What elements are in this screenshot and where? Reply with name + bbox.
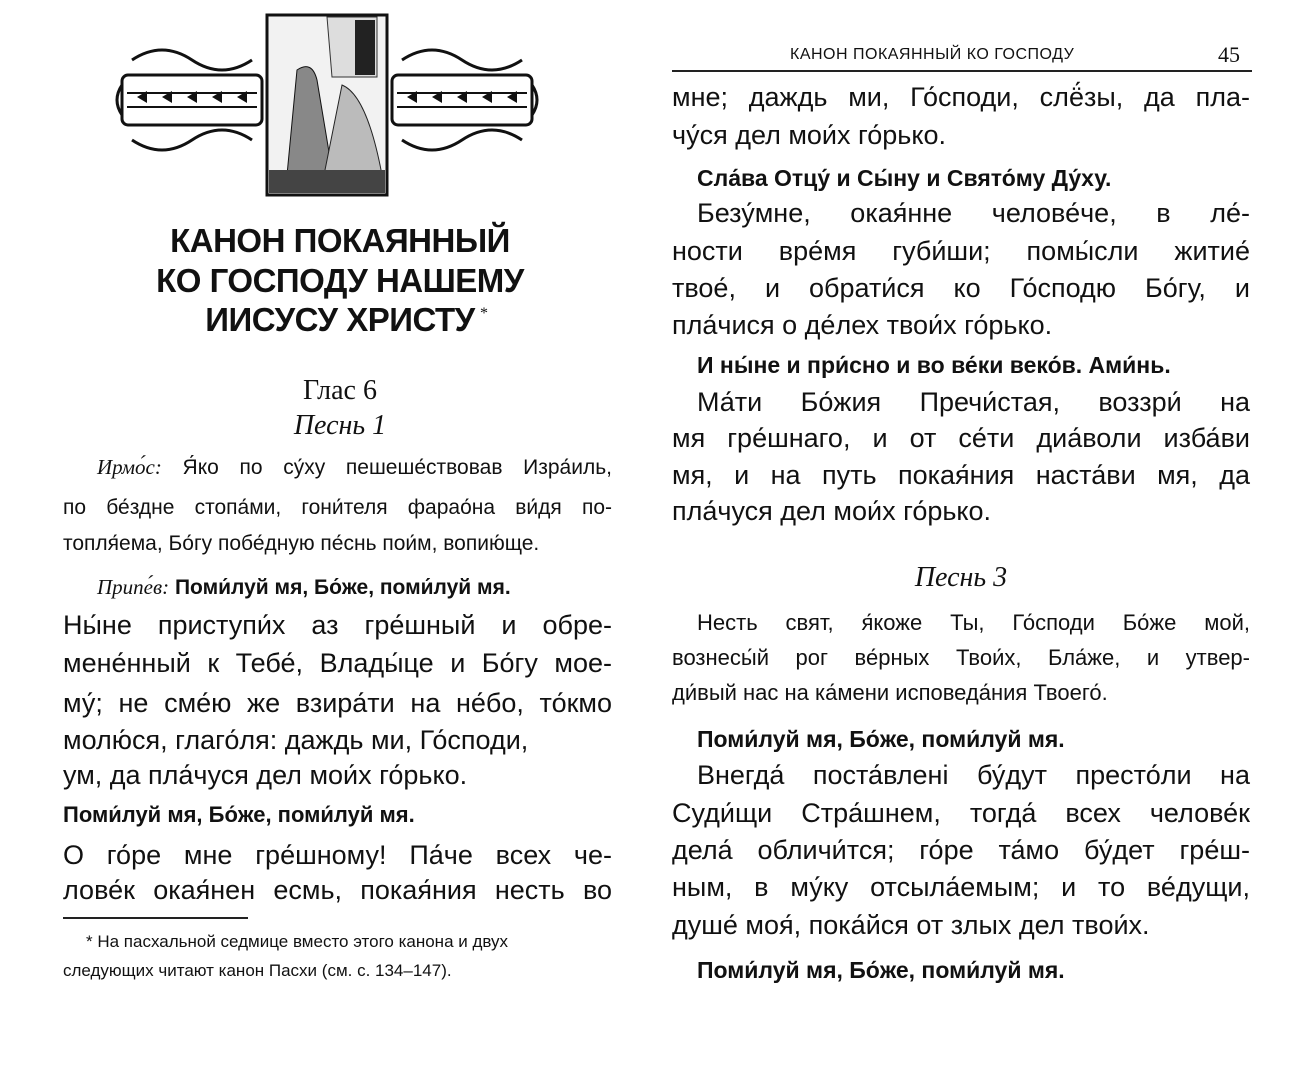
irmos-line: вознесы́й рог ве́рных Твои́х, Бла́же, и утвер- <box>672 645 1250 670</box>
troparion-line: пла́чися о де́лех твои́х го́рько. <box>672 310 1053 340</box>
footnote-marker: * <box>480 305 488 322</box>
troparion-line: Безу́мне, окая́нне челове́че, в ле́- <box>697 198 1250 228</box>
troparion-line: ным, в му́ку отсыла́емым; и то ве́дущи, <box>672 872 1250 902</box>
troparion-line: О го́ре мне гре́шному! Па́че всех че- <box>63 840 612 870</box>
footnote-divider <box>63 917 248 919</box>
refrain-line-text: Поми́луй мя, Бо́же, поми́луй мя. <box>174 576 511 599</box>
chapter-title-line: КАНОН ПОКАЯННЫЙ <box>170 222 510 259</box>
footnote-line: * На пасхальной седмице вместо этого канона и двух <box>86 932 509 951</box>
ode-heading: Песнь 3 <box>914 562 1008 593</box>
irmos-line-text: Я́ко по су́ху пешеше́ствовав Изра́иль, <box>182 456 612 479</box>
running-head: КАНОН ПОКАЯННЫЙ КО ГОСПОДУ <box>790 46 1075 63</box>
theotokion-line: пла́чуся дел мои́х го́рько. <box>672 496 992 526</box>
refrain-line-label: Припе́в: <box>97 575 170 599</box>
troparion-line: мне; даждь ми, Го́споди, слё́зы, да пла- <box>672 82 1250 112</box>
tone-heading: Глас 6 <box>303 375 377 406</box>
running-head-rule <box>672 70 1252 72</box>
irmos-line: ди́вый нас на ка́мени исповеда́ния Твоего́. <box>672 680 1108 705</box>
chapter-title-line: КО ГОСПОДУ НАШЕМУ <box>156 262 524 299</box>
refrain-line: Поми́луй мя, Бо́же, поми́луй мя. <box>697 726 1065 752</box>
irmos-line <box>97 455 612 480</box>
doxology-line: И ны́не и при́сно и во ве́ки веко́в. Ами́нь. <box>697 352 1171 378</box>
chapter-title-line: ИИСУСУ ХРИСТУ <box>205 301 475 338</box>
theotokion-line: мя, и на путь покая́ния наста́ви мя, да <box>672 460 1250 490</box>
doxology-line: Сла́ва Отцу́ и Сы́ну и Свято́му Ду́ху. <box>697 165 1112 191</box>
theotokion-line: Ма́ти Бо́жия Пречи́стая, воззри́ на <box>697 387 1250 417</box>
troparion-line: дела́ обличи́тся; го́ре та́мо бу́дет гре́ш- <box>672 835 1250 865</box>
troparion-line: му́; не сме́ю же взира́ти на не́бо, то́кмо <box>63 688 612 718</box>
troparion-line: душе́ моя́, пока́йся от злых дел твои́х. <box>672 910 1150 940</box>
irmos-line: по бе́здне стопа́ми, гони́теля фарао́на ви́дя по- <box>63 496 612 519</box>
refrain-line: Поми́луй мя, Бо́же, поми́луй мя. <box>63 802 415 827</box>
irmos-line: топля́ема, Бо́гу побе́дную пе́снь пои́м, вопию́ще. <box>63 532 540 555</box>
refrain-line <box>97 575 511 600</box>
ornamental-headpiece-illustration <box>112 5 542 200</box>
irmos-line: Несть свят, я́коже Ты, Го́споди Бо́же мой, <box>697 610 1250 635</box>
troparion-line: Внегда́ поста́вленi бу́дут престо́ли на <box>697 760 1250 790</box>
refrain-line: Поми́луй мя, Бо́же, поми́луй мя. <box>697 957 1065 983</box>
troparion-line: лове́к окая́нен есмь, покая́ния несть во <box>63 875 612 905</box>
troparion-line: ум, да пла́чуся дел мои́х го́рько. <box>63 760 468 790</box>
troparion-line: Суди́щи Стра́шнем, тогда́ всех челове́к <box>672 798 1250 828</box>
troparion-line: Ны́не приступи́х аз гре́шный и обре- <box>63 610 612 640</box>
page-number: 45 <box>1218 42 1240 67</box>
troparion-line: чу́ся дел мои́х го́рько. <box>672 120 946 150</box>
troparion-line: твое́, и обрати́ся ко Го́сподю Бо́гу, и <box>672 273 1250 303</box>
troparion-line: мене́нный к Тебе́, Влады́це и Бо́гу мое- <box>63 648 612 678</box>
footnote-line: следующих читают канон Пасхи (см. с. 134–147). <box>63 961 452 980</box>
ode-heading: Песнь 1 <box>293 410 387 441</box>
theotokion-line: мя гре́шнаго, и от се́ти диа́воли изба́ви <box>672 423 1250 453</box>
irmos-line-label: Ирмо́с: <box>97 455 162 479</box>
troparion-line: молю́ся, глаго́ля: даждь ми, Го́споди, <box>63 725 529 755</box>
troparion-line: ности вре́мя губи́ши; помы́сли житие́ <box>672 236 1250 266</box>
